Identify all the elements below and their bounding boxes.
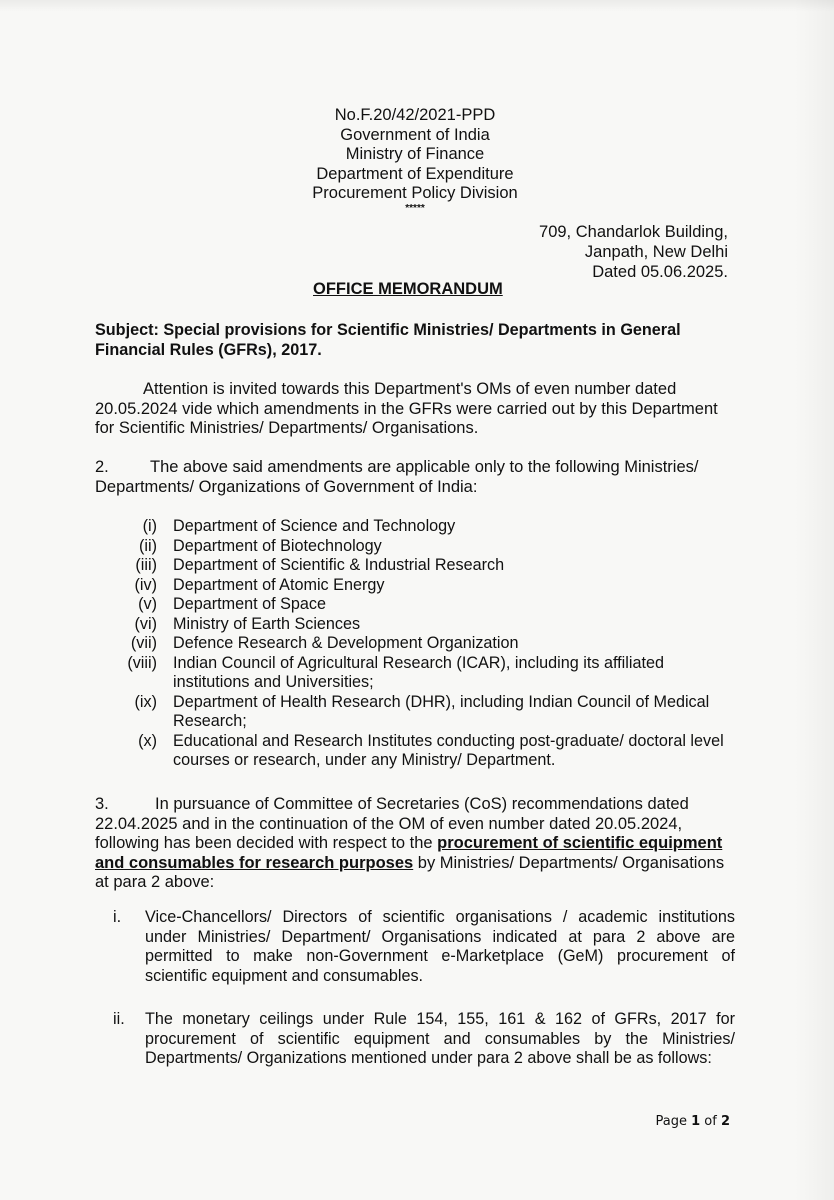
list-item xyxy=(95,732,735,771)
list-item-text: Defence Research & Development Organization xyxy=(173,634,519,652)
address-block xyxy=(539,222,728,282)
list-item xyxy=(95,634,735,654)
paragraph-3 xyxy=(95,795,735,893)
subpoint-text: Vice-Chancellors/ Directors of scientific organisations / academic institutions under Ministries/ Department/ Organisations indicated at para 2 above are permitted to make non-Government e-Marketplace (GeM) procurement of scientific equipment and consumables. xyxy=(145,908,735,985)
list-item-text: Department of Space xyxy=(173,595,326,613)
govt-name: Government of India xyxy=(340,125,490,144)
memo-date: Dated 05.06.2025. xyxy=(592,263,728,281)
subpoint-text: The monetary ceilings under Rule 154, 155, 161 & 162 of GFRs, 2017 for procurement of scientific equipment and consumables by the Ministries/ Departments/ Organizations mentioned under para 2 above shall be as follows: xyxy=(145,1010,735,1067)
list-item-text: Department of Atomic Energy xyxy=(173,575,385,594)
memo-title: OFFICE MEMORANDUM xyxy=(313,280,503,298)
list-item-text: Department of Health Research (DHR), including Indian Council of Medical Research; xyxy=(173,692,710,730)
page-total: 2 xyxy=(720,1114,730,1129)
page-current: 1 xyxy=(691,1114,701,1129)
subject-line: Subject: Special provisions for Scientific Ministries/ Departments in General Financial Rules (GFRs), 2017. xyxy=(95,321,681,359)
list-item-number: (ii) xyxy=(139,536,157,555)
paragraph-3-number: 3. xyxy=(95,795,109,813)
page-word: Page xyxy=(655,1114,687,1129)
list-item xyxy=(95,615,735,635)
list-item xyxy=(95,595,735,615)
letterhead xyxy=(280,106,550,214)
paragraph-3-emphasis: procurement of scientific equipment and consumables for research purposes xyxy=(95,834,723,872)
list-item xyxy=(95,693,735,732)
list-item-text: Ministry of Earth Sciences xyxy=(173,614,361,633)
list-item xyxy=(95,556,735,576)
subpoint-i xyxy=(95,908,735,986)
list-item-number: (ix) xyxy=(134,692,157,711)
paragraph-2-number: 2. xyxy=(95,458,109,476)
of-word: of xyxy=(704,1114,717,1129)
list-item xyxy=(95,517,735,537)
list-item-number: (i) xyxy=(142,517,157,535)
paragraph-2 xyxy=(95,458,735,497)
list-item-text: Educational and Research Institutes conducting post-graduate/ doctoral level courses or research, under any Ministry/ Department. xyxy=(173,731,724,769)
page-number xyxy=(655,1114,730,1129)
separator-stars: ***** xyxy=(405,202,425,214)
paragraph-3-text-after: by Ministries/ Departments/ Organisations at para 2 above: xyxy=(95,853,725,891)
list-item-number: (iii) xyxy=(135,556,157,574)
department-name: Department of Expenditure xyxy=(316,164,514,183)
address-line-2: Janpath, New Delhi xyxy=(584,243,728,261)
list-item-text: Department of Scientific & Industrial Research xyxy=(173,556,505,574)
list-item-number: (viii) xyxy=(127,653,157,672)
page-top-shadow xyxy=(0,0,834,12)
file-number: No.F.20/42/2021-PPD xyxy=(334,106,496,124)
division-name: Procurement Policy Division xyxy=(312,184,518,202)
subpoint-number: i. xyxy=(113,908,122,926)
list-item-number: (vi) xyxy=(134,614,157,633)
list-item-text: Department of Science and Technology xyxy=(173,517,456,535)
subpoint-number: ii. xyxy=(113,1010,125,1028)
list-item xyxy=(95,576,735,596)
list-item xyxy=(95,654,735,693)
paragraph-2-text: The above said amendments are applicable only to the following Ministries/ Departments/ Organizations of Government of India: xyxy=(95,458,699,496)
list-item-text: Indian Council of Agricultural Research (ICAR), including its affiliated institutions and Universities; xyxy=(173,653,664,691)
page-edge-shadow xyxy=(794,0,834,1200)
paragraph-1: Attention is invited towards this Department's OMs of even number dated 20.05.2024 vide which amendments in the GFRs were carried out by this Department for Scientific Ministries/ Departments/ Organisations. xyxy=(95,380,718,437)
subpoint-ii xyxy=(95,1010,735,1069)
list-item xyxy=(95,537,735,557)
address-line-1: 709, Chandarlok Building, xyxy=(539,223,728,241)
list-item-number: (v) xyxy=(138,595,157,613)
paragraph-3-text-before: In pursuance of Committee of Secretaries (CoS) recommendations dated 22.04.2025 and in the continuation of the OM of even number dated 20.05.2024, following has been decided with respect to the xyxy=(95,795,689,852)
ministry-name: Ministry of Finance xyxy=(345,145,485,163)
list-item-text: Department of Biotechnology xyxy=(173,536,382,555)
organization-list xyxy=(95,517,735,771)
list-item-number: (x) xyxy=(138,731,157,750)
list-item-number: (iv) xyxy=(134,575,157,594)
list-item-number: (vii) xyxy=(130,634,157,652)
